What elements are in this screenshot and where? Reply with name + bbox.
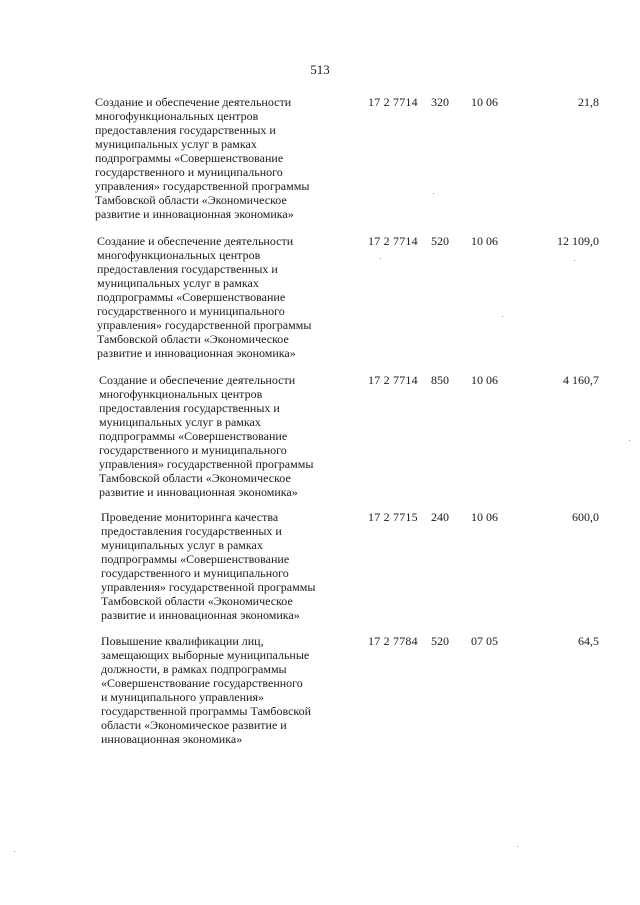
row-description: Создание и обеспечение деятельности многофункциональных центров предоставления государственных и муниципальных услуг в рамках подпрограммы «Совершенствование государственного и муниципального управления» государственной программы Тамбовской области «Экономическое развитие и инновационная экономика» [97, 234, 312, 360]
row-target-article: 17 2 7784 [368, 634, 418, 648]
row-expense-type: 520 [431, 234, 449, 248]
scan-speck [502, 316, 503, 317]
page-number: 513 [310, 62, 330, 77]
row-section: 07 05 [471, 634, 498, 648]
scan-speck [380, 258, 381, 259]
row-amount: 21,8 [578, 95, 599, 109]
row-amount: 64,5 [578, 634, 599, 648]
scan-speck [433, 193, 434, 194]
row-target-article: 17 2 7715 [368, 510, 418, 524]
row-section: 10 06 [471, 373, 498, 387]
row-amount: 4 160,7 [563, 373, 599, 387]
row-expense-type: 520 [431, 634, 449, 648]
row-description: Создание и обеспечение деятельности многофункциональных центров предоставления государственных и муниципальных услуг в рамках подпрограммы «Совершенствование государственного и муниципального управления» государственной программы Тамбовской области «Экономическое развитие и инновационная экономика» [95, 95, 310, 221]
row-section: 10 06 [471, 95, 498, 109]
row-description: Повышение квалификации лиц, замещающих выборные муниципальные должности, в рамках подпрограммы «Совершенствование государственного и муниципального управления» государственной программы Тамбовской области «Экономическое развитие и инновационная экономика» [101, 634, 312, 746]
row-description: Проведение мониторинга качества предоставления государственных и муниципальных услуг в рамках подпрограммы «Совершенствование государственного и муниципального управления» государственной программы Тамбовской области «Экономическое развитие и инновационная экономика» [101, 510, 316, 622]
row-section: 10 06 [471, 234, 498, 248]
scan-speck [629, 440, 630, 441]
scan-speck [574, 260, 575, 261]
row-section: 10 06 [471, 510, 498, 524]
row-target-article: 17 2 7714 [368, 373, 418, 387]
row-expense-type: 320 [431, 95, 449, 109]
row-expense-type: 240 [431, 510, 449, 524]
scan-speck [14, 851, 15, 852]
row-description: Создание и обеспечение деятельности многофункциональных центров предоставления государственных и муниципальных услуг в рамках подпрограммы «Совершенствование государственного и муниципального управления» государственной программы Тамбовской области «Экономическое развитие и инновационная экономика» [99, 373, 314, 499]
row-target-article: 17 2 7714 [368, 95, 418, 109]
row-expense-type: 850 [431, 373, 449, 387]
scan-speck [517, 846, 518, 847]
row-amount: 12 109,0 [557, 234, 599, 248]
row-target-article: 17 2 7714 [368, 234, 418, 248]
row-amount: 600,0 [572, 510, 599, 524]
